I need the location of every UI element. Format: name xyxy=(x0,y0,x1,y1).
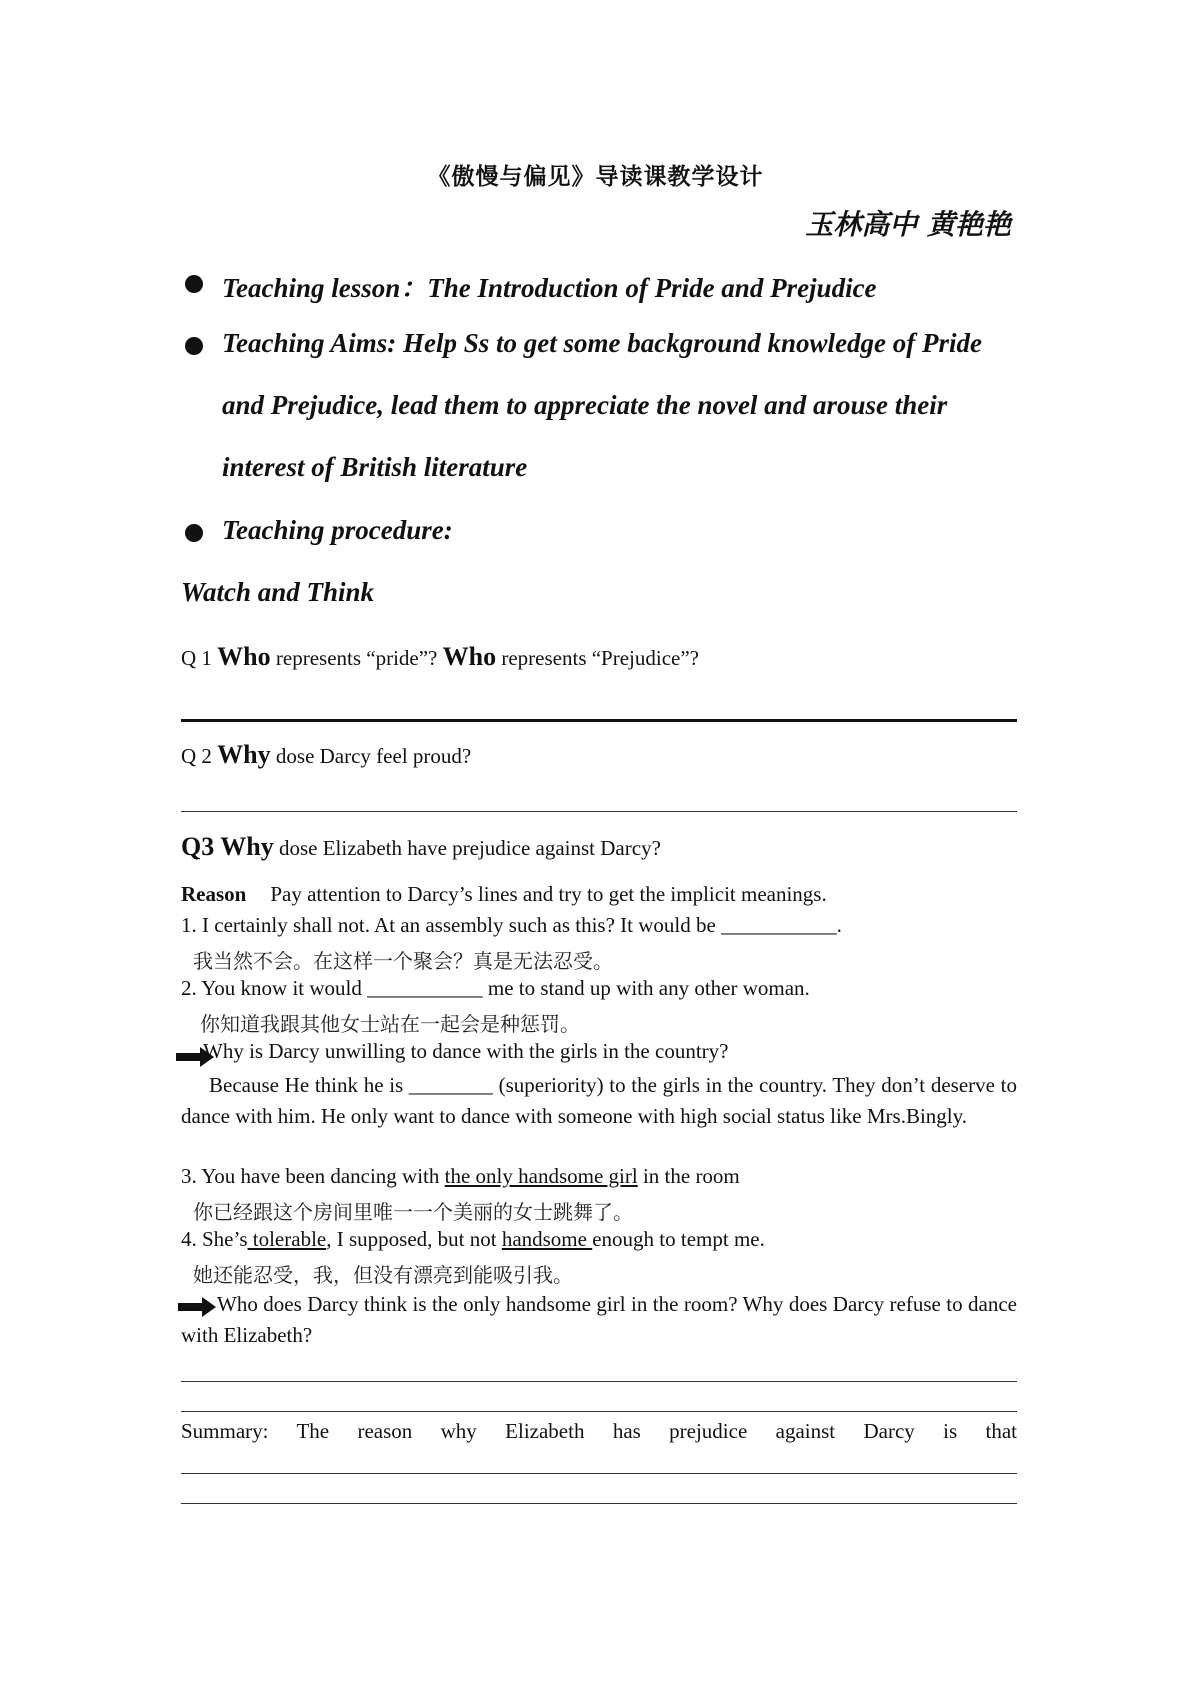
bullet-icon xyxy=(185,524,203,542)
line-3-underlined: the only handsome girl xyxy=(444,1164,638,1188)
line-3-text: in the room xyxy=(637,1164,740,1188)
answer-line xyxy=(181,719,1017,722)
question-word: Why xyxy=(220,832,274,861)
line-4-underlined: tolerable xyxy=(247,1227,327,1251)
line-4-text: , I supposed, but not xyxy=(326,1227,502,1251)
bullet-icon xyxy=(185,275,203,293)
because-paragraph xyxy=(181,1070,1017,1132)
question-text: represents “Prejudice”? xyxy=(496,646,700,670)
line-4-translation: 她还能忍受，我，但没有漂亮到能吸引我。 xyxy=(193,1263,573,1287)
line-4 xyxy=(181,1227,765,1252)
question-2 xyxy=(181,740,471,770)
line-1-translation: 我当然不会。在这样一个聚会？真是无法忍受。 xyxy=(193,949,613,973)
question-number: Q3 xyxy=(181,832,221,861)
line-2-translation: 你知道我跟其他女士站在一起会是种惩罚。 xyxy=(200,1012,580,1036)
reason-text: Pay attention to Darcy’s lines and try to get the implicit meanings. xyxy=(270,882,827,906)
author-line: 玉林高中 黄艳艳 xyxy=(805,208,1011,241)
question-word: Who xyxy=(217,642,271,671)
line-2: 2. You know it would ___________ me to stand up with any other woman. xyxy=(181,976,810,1000)
line-4-underlined: handsome xyxy=(501,1227,593,1251)
question-word: Why xyxy=(217,740,271,769)
summary-text: Summary: The reason why Elizabeth has prejudice against Darcy is that xyxy=(181,1419,1017,1443)
teaching-procedure: Teaching procedure: xyxy=(222,515,453,545)
teaching-aims-line-2: and Prejudice, lead them to appreciate the novel and arouse their xyxy=(222,390,948,420)
question-number: Q 2 xyxy=(181,744,218,768)
teaching-aims-line-1: Teaching Aims: Help Ss to get some background knowledge of Pride xyxy=(222,328,983,358)
answer-line xyxy=(181,811,1017,812)
bullet-icon xyxy=(185,337,203,355)
line-3-translation: 你已经跟这个房间里唯一一个美丽的女士跳舞了。 xyxy=(193,1200,633,1224)
teaching-aims-line-3: interest of British literature xyxy=(222,452,528,482)
teaching-lesson: Teaching lesson：The Introduction of Pride and Prejudice xyxy=(222,273,877,303)
section-heading: Watch and Think xyxy=(181,577,375,607)
line-1: 1. I certainly shall not. At an assembly such as this? It would be ___________. xyxy=(181,913,842,937)
line-4-text: 4. She’s xyxy=(181,1227,248,1251)
question-word: Who xyxy=(442,642,497,671)
line-4-text: enough to tempt me. xyxy=(592,1227,765,1251)
line-3 xyxy=(181,1164,740,1189)
line-3-text: 3. You have been dancing with xyxy=(181,1164,445,1188)
reason-label: Reason xyxy=(181,882,247,906)
reason-line xyxy=(181,882,827,907)
answer-line xyxy=(181,1473,1017,1474)
question-text: represents “pride”? xyxy=(270,646,443,670)
answer-line xyxy=(181,1503,1017,1504)
question-number: Q 1 xyxy=(181,646,218,670)
arrow-question-2 xyxy=(181,1289,1017,1351)
arrow-question-1: Why is Darcy unwilling to dance with the girls in the country? xyxy=(203,1039,729,1063)
answer-line xyxy=(181,1411,1017,1412)
question-3 xyxy=(181,832,661,862)
question-text: dose Elizabeth have prejudice against Darcy? xyxy=(273,836,661,860)
arrow-question-2-text: Who does Darcy think is the only handsome girl in the room? Why does Darcy refuse to dance with Elizabeth? xyxy=(181,1292,1017,1347)
summary-line xyxy=(181,1416,1017,1447)
question-text: dose Darcy feel proud? xyxy=(270,744,472,768)
question-1 xyxy=(181,642,699,672)
because-text: Because He think he is ________ (superiority) to the girls in the country. They don’t deserve to dance with him. He only want to dance with someone with high social status like Mrs.Bingly. xyxy=(181,1073,1017,1128)
page-title: 《傲慢与偏见》导读课教学设计 xyxy=(427,163,764,190)
answer-line xyxy=(181,1381,1017,1382)
